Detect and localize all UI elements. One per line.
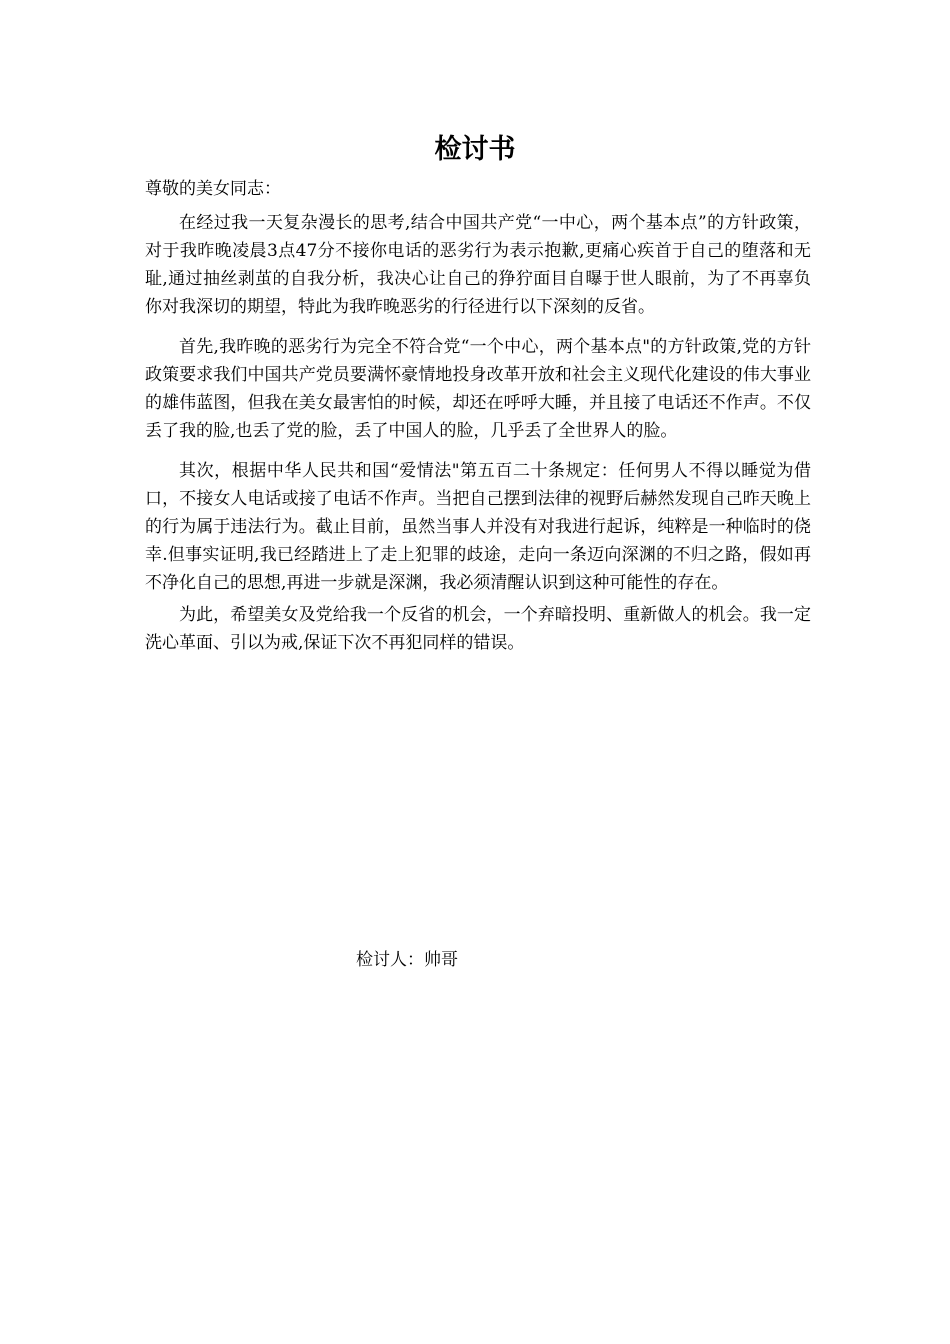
paragraph-4: 为此，希望美女及党给我一个反省的机会，一个弃暗投明、重新做人的机会。我一定洗心革面、引以为戒,保证下次不再犯同样的错误。 — [145, 605, 811, 653]
signature: 检讨人：帅哥 — [356, 950, 458, 970]
salutation: 尊敬的美女同志： — [145, 179, 281, 199]
document-title: 检讨书 — [434, 134, 516, 165]
paragraph-2: 首先,我昨晚的恶劣行为完全不符合党“一个中心，两个基本点"的方针政策,党的方针政策要求我们中国共产党员要满怀豪情地投身改革开放和社会主义现代化建设的伟大事业的雄伟蓝图，但我在美女最害怕的时候，却还在呼呼大睡，并且接了电话还不作声。不仅丢了我的脸,也丢了党的脸，丢了中国人的脸，几乎丢了全世界人的脸。 — [145, 337, 811, 441]
paragraph-3: 其次，根据中华人民共和国“爱情法"第五百二十条规定：任何男人不得以睡觉为借口，不接女人电话或接了电话不作声。当把自己摆到法律的视野后赫然发现自己昨天晚上的行为属于违法行为。截止目前，虽然当事人并没有对我进行起诉，纯粹是一种临时的侥幸.但事实证明,我已经踏进上了走上犯罪的歧途，走向一条迈向深渊的不归之路，假如再不净化自己的思想,再进一步就是深渊，我必须清醒认识到这种可能性的存在。 — [145, 461, 811, 593]
document-body — [145, 173, 811, 657]
paragraph-1: 在经过我一天复杂漫长的思考,结合中国共产党“一中心，两个基本点”的方针政策，对于我昨晚凌晨3点47分不接你电话的恶劣行为表示抱歉,更痛心疾首于自己的堕落和无耻,通过抽丝剥茧的自我分析，我决心让自己的狰狞面目自曝于世人眼前，为了不再辜负你对我深切的期望，特此为我昨晚恶劣的行径进行以下深刻的反省。 — [145, 213, 811, 317]
